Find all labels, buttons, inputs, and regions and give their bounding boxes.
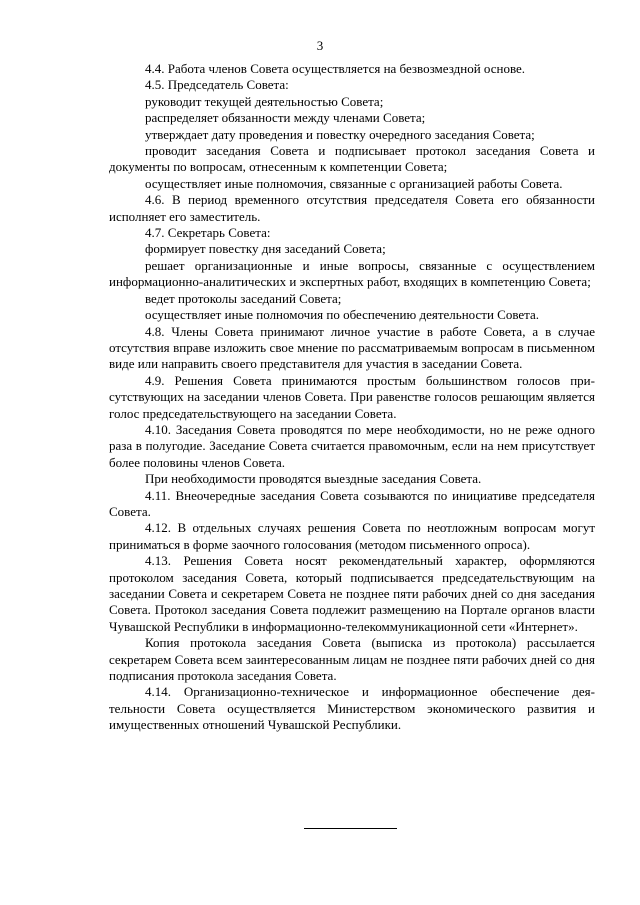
paragraph-4-5: 4.5. Председатель Совета:: [145, 77, 289, 93]
chairman-duty-item: утверждает дату проведения и повестку очередного заседания Совета;: [145, 126, 535, 142]
paragraph-4-12: 4.12. В отдельных случаях решения Совета по неотложным вопросам могут приниматься в форме заочного голосования (методом письменного опроса).: [109, 520, 595, 552]
document-body: [109, 61, 595, 734]
paragraph-4-9: 4.9. Решения Совета принимаются простым большинством голосов присутствующих на заседании членов Совета. При равенстве голосов решающим является голос председательствующего на заседании Совета.: [109, 372, 595, 421]
paragraph-4-10: 4.10. Заседания Совета проводятся по мере необходимости, но не реже одного раза в полугодие. Заседание Совета считается правомочным, если на нем присутствует более половины членов Совета.: [109, 421, 595, 470]
paragraph-4-6: 4.6. В период временного отсутствия председателя Совета его обязанности исполняет его заместитель.: [109, 192, 595, 224]
paragraph-4-8: 4.8. Члены Совета принимают личное участие в работе Совета, а в случае отсутствия вправе изложить свое мнение по рассматриваемым вопросам в письменном виде или направить своего представителя для участия в заседании Совета.: [109, 323, 595, 372]
paragraph-4-4: 4.4. Работа членов Совета осуществляется на безвозмездной основе.: [145, 61, 526, 76]
secretary-duty-item: осуществляет иные полномочия по обеспечению деятельности Совета.: [145, 307, 540, 323]
paragraph-4-14: 4.14. Организационно-техническое и информационное обеспечение деятельности Совета осуществляется Министерством экономического развития и имущественных отношений Чувашской Республики.: [109, 684, 595, 733]
secretary-duty-item: ведет протоколы заседаний Совета;: [145, 290, 342, 306]
secretary-duty-item: решает организационные и иные вопросы, связанные с осуществлением информационно-аналитических и экспертных работ, входящих в компетенцию Совета;: [109, 257, 595, 290]
page-number: 3: [316, 38, 324, 53]
paragraph-4-13: 4.13. Решения Совета носят рекомендательный характер, оформляются протоколом заседания Совета, который подписывается председательствующим на заседании Совета и секретарем Совета не позднее пяти рабочих дней со дня заседания Совета. Протокол заседания Совета подлежит размещению на Портале органов власти Чувашской Республики в информационно-телекоммуникационной сети «Интернет».: [109, 553, 595, 634]
chairman-duty-item: распределяет обязанности между членами Совета;: [145, 110, 426, 126]
chairman-duty-item: руководит текущей деятельностью Совета;: [145, 93, 384, 109]
paragraph-protocol-copy: Копия протокола заседания Совета (выписка из протокола) рассылается секретарем Совета всем заинтересованным лицам не позднее пяти рабочих дней со дня подписания протокола заседания Совета.: [109, 635, 595, 684]
chairman-duty-item: осуществляет иные полномочия, связанные с организацией работы Совета.: [145, 175, 563, 191]
chairman-duty-item: проводит заседания Совета и подписывает протокол заседания Совета и документы по вопросам, отнесенным к компетенции Совета;: [109, 143, 595, 175]
secretary-duty-item: формирует повестку дня заседаний Совета;: [145, 241, 386, 257]
end-separator-line: [304, 828, 397, 829]
paragraph-4-11: 4.11. Внеочередные заседания Совета созываются по инициативе председателя Совета.: [109, 487, 595, 519]
paragraph-field-meetings: При необходимости проводятся выездные заседания Совета.: [145, 471, 482, 487]
paragraph-4-7: 4.7. Секретарь Совета:: [145, 225, 271, 241]
